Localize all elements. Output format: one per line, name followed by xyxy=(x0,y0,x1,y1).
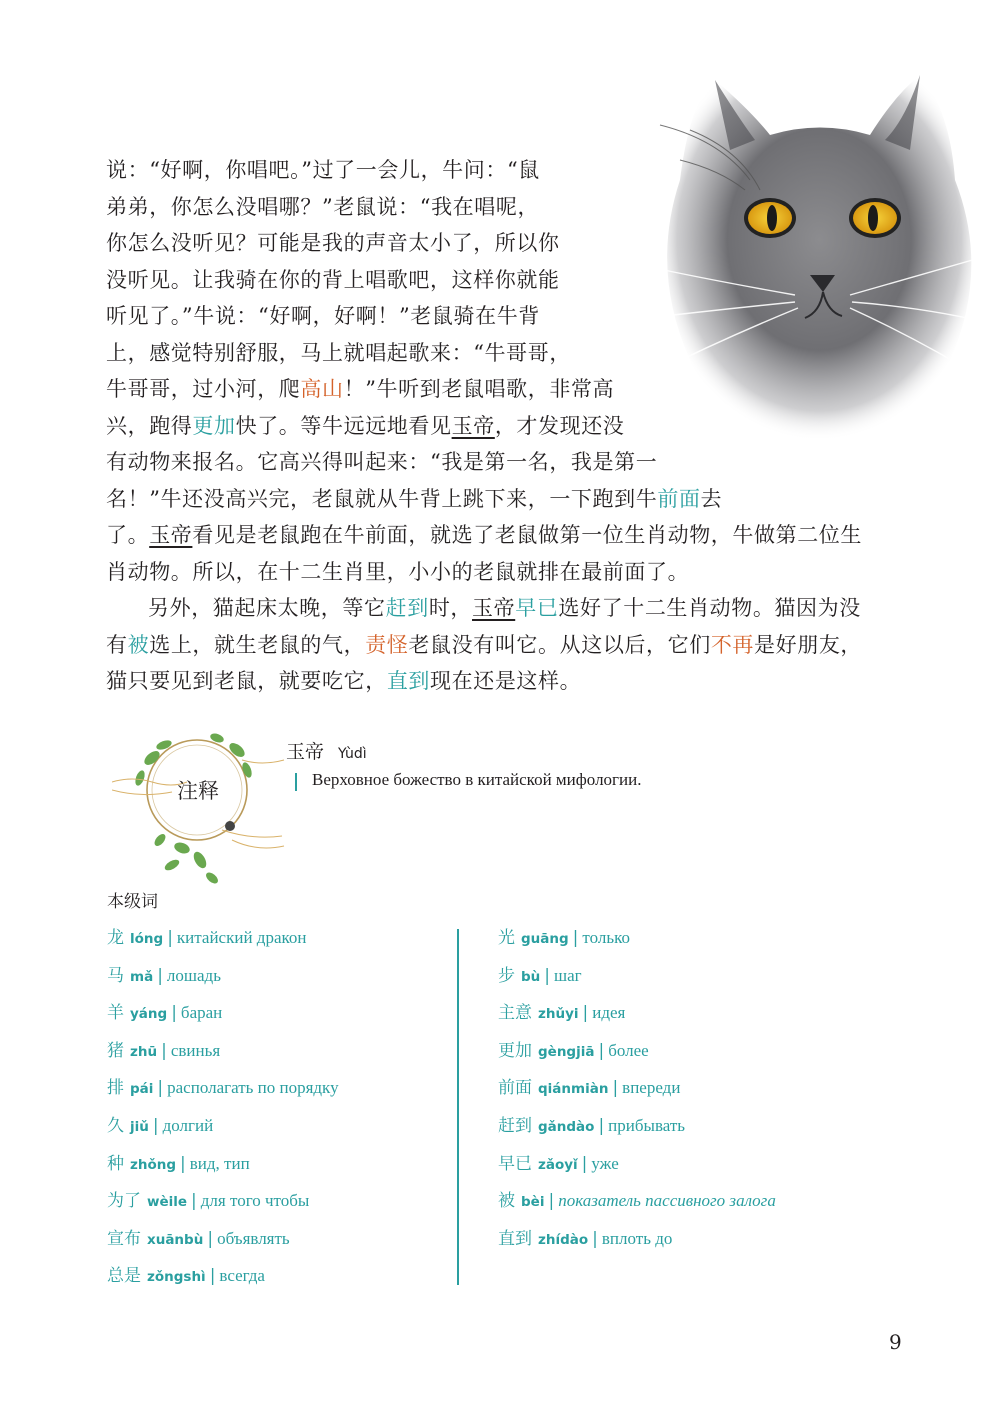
vocab-translation: вид, тип xyxy=(189,1153,250,1173)
text-run: 没听见。让我骑在你的背上唱歌吧，这样你就能 xyxy=(106,267,560,292)
vocab-item xyxy=(498,1039,776,1077)
story-line xyxy=(106,225,906,262)
highlighted-word: 责怪 xyxy=(365,632,409,657)
vocab-translation: шаг xyxy=(554,965,582,985)
vocab-item xyxy=(107,1152,339,1190)
vocab-separator: | xyxy=(592,1228,598,1249)
vocab-translation: долгий xyxy=(162,1115,214,1135)
vocab-translation: всегда xyxy=(219,1266,265,1286)
vocab-separator: | xyxy=(152,1115,159,1136)
note-hanzi: 玉帝 xyxy=(286,741,325,763)
vocab-item xyxy=(107,964,339,1002)
story-text xyxy=(106,152,906,700)
text-run: 时， xyxy=(428,596,473,620)
vocab-item xyxy=(107,1076,339,1114)
vocab-item xyxy=(498,1189,776,1227)
highlighted-word: 赶到 xyxy=(385,596,429,620)
vocab-pinyin: guāng xyxy=(521,931,569,947)
highlighted-word: 直到 xyxy=(386,669,431,693)
text-run: 猫只要见到老鼠，就要吃它， xyxy=(106,669,387,693)
vocab-pinyin: mǎ xyxy=(130,968,154,985)
story-line xyxy=(106,590,906,627)
vocab-pinyin: wèile xyxy=(147,1194,188,1211)
vocab-translation: располагать по порядку xyxy=(167,1078,339,1098)
vocab-pinyin: bù xyxy=(521,968,541,985)
vocab-translation: для того чтобы xyxy=(200,1191,310,1211)
text-run: ，才发现还没 xyxy=(494,413,625,438)
note-definition: Верховное божество в китайской мифологии. xyxy=(312,770,642,789)
vocab-separator: | xyxy=(157,965,163,986)
vocab-translation: баран xyxy=(180,1003,223,1023)
text-run: 上，感觉特别舒服，马上就唱起歌来：“牛哥哥， xyxy=(106,340,571,365)
vocab-hanzi: 总是 xyxy=(107,1266,141,1287)
vocab-hanzi: 被 xyxy=(498,1191,515,1212)
vocab-hanzi: 久 xyxy=(107,1115,124,1136)
vocab-item xyxy=(107,1189,339,1227)
text-run: 选上，就生老鼠的气， xyxy=(149,632,366,657)
text-run: 肖动物。所以，在十二生肖里，小小的老鼠就排在最前面了。 xyxy=(106,559,690,584)
vocab-separator: | xyxy=(612,1078,619,1099)
vocab-hanzi: 猪 xyxy=(107,1040,124,1061)
vocab-item xyxy=(107,1264,339,1302)
vocab-pinyin: pái xyxy=(130,1081,154,1098)
vocab-pinyin: lóng xyxy=(130,931,164,947)
vocab-separator: | xyxy=(598,1040,605,1061)
note-pinyin: Yùdì xyxy=(338,746,367,762)
highlighted-word: 高山 xyxy=(300,377,344,401)
highlighted-word: 早已 xyxy=(515,596,559,620)
vocab-translation: показатель пассивного залога xyxy=(558,1191,776,1211)
note-title: 注释 xyxy=(177,779,219,803)
vocab-pinyin: xuānbù xyxy=(147,1231,204,1248)
vocab-hanzi: 宣布 xyxy=(107,1228,141,1249)
vocab-translation: более xyxy=(608,1040,649,1060)
vocab-separator: | xyxy=(157,1078,164,1099)
vocab-separator: | xyxy=(544,965,551,986)
vocab-hanzi: 主意 xyxy=(498,1003,532,1024)
vocab-separator: | xyxy=(548,1191,555,1212)
vocab-item xyxy=(107,926,339,964)
vocab-item xyxy=(498,1152,776,1190)
vocab-hanzi: 前面 xyxy=(498,1078,532,1099)
vocab-item xyxy=(107,1039,339,1077)
vocab-item xyxy=(498,926,776,964)
story-line xyxy=(106,189,906,226)
vocab-item xyxy=(107,1001,339,1039)
vocab-translation: объявлять xyxy=(217,1228,290,1248)
vocab-pinyin: qiánmiàn xyxy=(538,1081,609,1098)
proper-noun: 玉帝 xyxy=(451,413,495,438)
vocab-separator: | xyxy=(581,1153,588,1174)
text-run: 有动物来报名。它高兴得叫起来：“我是第一名，我是第一 xyxy=(106,450,658,474)
vocab-pinyin: yáng xyxy=(130,1006,168,1023)
vocab-separator: | xyxy=(171,1003,177,1024)
vocab-separator: | xyxy=(180,1153,186,1174)
text-run: 听见了。”牛说：“好啊，好啊！”老鼠骑在牛背 xyxy=(106,304,540,328)
vocab-pinyin: gèngjiā xyxy=(538,1043,595,1060)
text-run: 名！”牛还没高兴完，老鼠就从牛背上跳下来，一下跑到牛 xyxy=(106,486,658,511)
story-line xyxy=(106,444,906,481)
vocab-pinyin: zhídào xyxy=(538,1231,589,1248)
vocab-translation: китайский дракон xyxy=(176,928,307,947)
vocab-translation: только xyxy=(582,928,631,947)
vocab-separator: | xyxy=(191,1191,197,1212)
vocab-pinyin: gǎndào xyxy=(538,1118,595,1135)
vocab-hanzi: 羊 xyxy=(107,1003,124,1024)
text-run: 牛哥哥，过小河，爬 xyxy=(106,377,301,401)
text-run: 选好了十二生肖动物。猫因为没 xyxy=(558,596,861,620)
vocab-pinyin: zǎoyǐ xyxy=(538,1156,578,1173)
vocab-hanzi: 光 xyxy=(498,928,515,948)
text-run: 兴，跑得 xyxy=(106,413,193,438)
text-run: 老鼠没有叫它。从这以后，它们 xyxy=(408,632,711,657)
text-run: 快了。等牛远远地看见 xyxy=(235,413,452,438)
text-run: 弟弟，你怎么没唱哪？”老鼠说：“我在唱呢， xyxy=(106,194,540,219)
vocab-divider xyxy=(457,929,459,1285)
vocab-hanzi: 步 xyxy=(498,965,515,986)
vocab-pinyin: zǒngshì xyxy=(147,1269,206,1286)
story-line xyxy=(106,298,906,335)
story-line xyxy=(106,335,906,372)
vocab-hanzi: 直到 xyxy=(498,1228,532,1249)
vocab-item xyxy=(107,1227,339,1265)
text-run: 是好朋友， xyxy=(754,632,863,657)
vocab-item xyxy=(498,1227,776,1265)
note-divider-bar xyxy=(295,773,297,791)
vocab-item xyxy=(498,1001,776,1039)
text-run: 看见是老鼠跑在牛前面，就选了老鼠做第一位生肖动物，牛做第二位生 xyxy=(192,523,863,547)
vocab-translation: идея xyxy=(592,1003,626,1023)
vocab-hanzi: 为了 xyxy=(107,1191,141,1212)
vocab-separator: | xyxy=(209,1266,216,1287)
story-line xyxy=(106,262,906,299)
vocab-pinyin: zhǔyi xyxy=(538,1006,579,1023)
highlighted-word: 前面 xyxy=(657,486,701,511)
vocab-column-right xyxy=(498,926,776,1264)
vocab-translation: прибывать xyxy=(608,1115,686,1135)
vocab-separator: | xyxy=(598,1115,605,1136)
story-line xyxy=(106,152,906,189)
note-word xyxy=(286,737,367,764)
story-line xyxy=(106,481,906,518)
vocab-item xyxy=(107,1114,339,1152)
proper-noun: 玉帝 xyxy=(149,523,193,547)
text-run: ！”牛听到老鼠唱歌，非常高 xyxy=(343,377,615,401)
vocab-hanzi: 早已 xyxy=(498,1153,532,1174)
vocab-item xyxy=(498,1114,776,1152)
text-run: 另外，猫起床太晚，等它 xyxy=(148,596,386,620)
vocab-translation: уже xyxy=(591,1153,619,1173)
story-line xyxy=(106,554,906,591)
vocab-separator: | xyxy=(582,1003,589,1024)
vocab-separator: | xyxy=(572,928,579,948)
story-line xyxy=(106,663,906,700)
highlighted-word: 不再 xyxy=(710,632,755,657)
text-run: 你怎么没听见？可能是我的声音太小了，所以你 xyxy=(106,231,560,255)
vocab-separator: | xyxy=(167,928,173,948)
text-run: 现在还是这样。 xyxy=(430,669,582,693)
vocab-hanzi: 排 xyxy=(107,1078,124,1099)
story-line xyxy=(106,408,906,445)
vocab-hanzi: 更加 xyxy=(498,1040,532,1061)
vocab-item xyxy=(498,1076,776,1114)
story-line xyxy=(106,517,906,554)
story-line xyxy=(106,371,906,408)
vocab-translation: впереди xyxy=(622,1078,681,1098)
vocab-translation: свинья xyxy=(170,1040,221,1060)
vocab-hanzi: 龙 xyxy=(107,928,124,948)
vocab-separator: | xyxy=(207,1228,214,1249)
text-run: 去 xyxy=(700,486,723,511)
vocab-pinyin: jiǔ xyxy=(130,1118,149,1135)
vocab-column-left xyxy=(107,926,339,1302)
vocab-translation: лошадь xyxy=(166,965,221,985)
proper-noun: 玉帝 xyxy=(472,596,516,620)
vocab-pinyin: zhǒng xyxy=(130,1156,177,1173)
text-run: 了。 xyxy=(106,523,150,547)
vocab-pinyin: bèi xyxy=(521,1194,545,1211)
vocab-hanzi: 种 xyxy=(107,1153,124,1174)
vocab-heading: 本级词 xyxy=(107,892,158,912)
page-number: 9 xyxy=(889,1330,902,1354)
text-run: 有 xyxy=(106,632,128,657)
vocab-hanzi: 赶到 xyxy=(498,1115,532,1136)
highlighted-word: 更加 xyxy=(192,413,236,438)
text-run: 说：“好啊，你唱吧。”过了一会儿，牛问：“鼠 xyxy=(106,158,540,182)
vocab-item xyxy=(498,964,776,1002)
vocab-separator: | xyxy=(161,1040,167,1061)
vocab-pinyin: zhū xyxy=(130,1043,158,1060)
highlighted-word: 被 xyxy=(127,632,150,657)
vocab-hanzi: 马 xyxy=(107,965,124,986)
story-line xyxy=(106,627,906,664)
vocab-translation: вплоть до xyxy=(601,1228,673,1248)
